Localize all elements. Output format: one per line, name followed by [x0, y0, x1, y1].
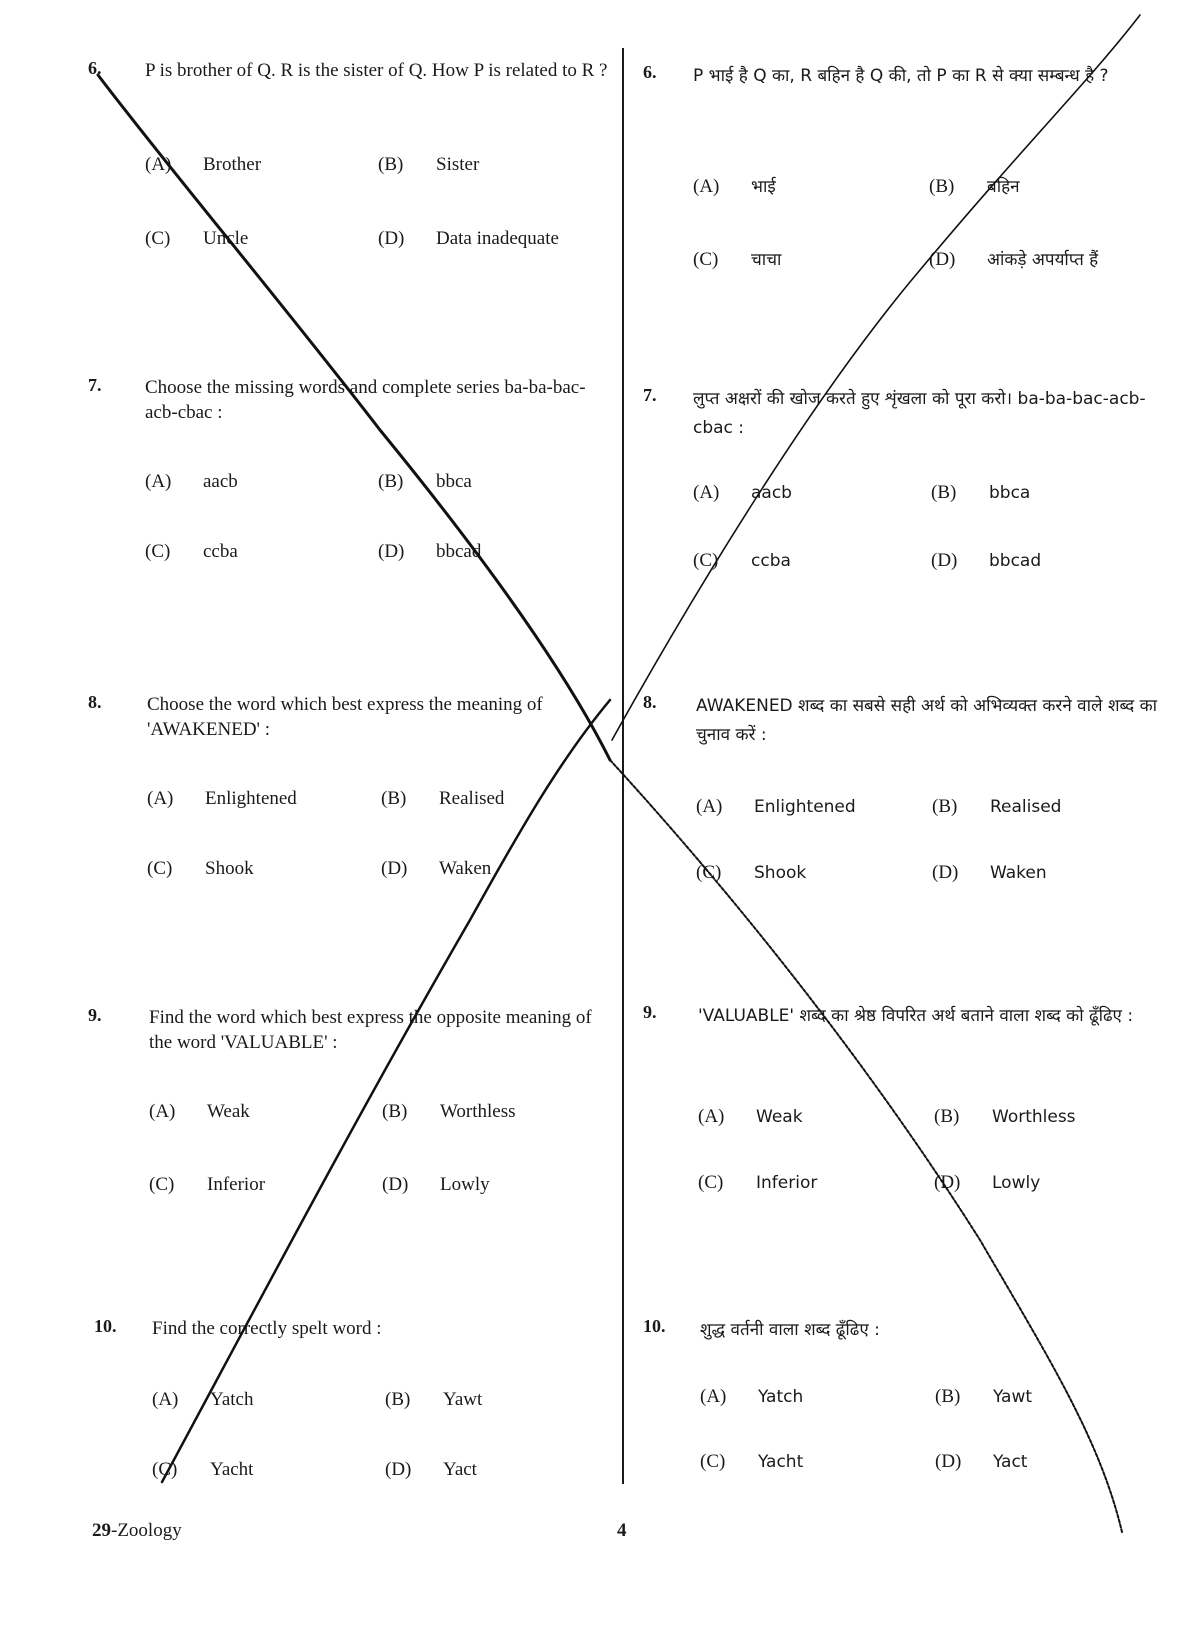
option-a[interactable]: (A) Brother: [145, 154, 262, 175]
question-number: 9.: [643, 1002, 657, 1022]
option-a[interactable]: (A) Yatch: [152, 1389, 254, 1410]
option-d[interactable]: (D) Data inadequate: [378, 228, 559, 249]
option-b[interactable]: (B) bbca: [378, 471, 472, 492]
option-d[interactable]: (D) Lowly: [934, 1172, 1041, 1193]
question-number: 6.: [643, 62, 657, 82]
question-text: Choose the word which best express the meaning of 'AWAKENED' :: [147, 694, 543, 740]
option-c[interactable]: (C) Inferior: [698, 1172, 818, 1193]
option-a[interactable]: (A) Weak: [698, 1106, 803, 1127]
question-number: 9.: [88, 1005, 102, 1025]
option-b[interactable]: (B) Yawt: [385, 1389, 483, 1410]
option-c[interactable]: (C) ccba: [145, 541, 238, 562]
option-d[interactable]: (D) Yact: [935, 1451, 1028, 1472]
page-number: 4: [617, 1520, 627, 1541]
option-a[interactable]: (A) aacb: [145, 471, 238, 492]
question-number: 10.: [643, 1316, 666, 1336]
option-c[interactable]: (C) चाचा: [693, 249, 782, 270]
question-number: 8.: [643, 692, 657, 712]
paper-code: 29-Zoology: [92, 1520, 182, 1541]
question-text: Choose the missing words and complete series ba-ba-bac-acb-cbac :: [145, 377, 586, 423]
option-d[interactable]: (D) Yact: [385, 1459, 477, 1480]
option-a[interactable]: (A) भाई: [693, 176, 776, 197]
question-number: 10.: [94, 1316, 117, 1336]
option-a[interactable]: (A) Yatch: [700, 1386, 804, 1407]
question-text: AWAKENED शब्द का सबसे सही अर्थ को अभिव्यक्त करने वाले शब्द का चुनाव करें :: [696, 696, 1158, 745]
option-b[interactable]: (B) Worthless: [382, 1101, 516, 1122]
option-c[interactable]: (C) Shook: [696, 862, 807, 883]
option-b[interactable]: (B) Worthless: [934, 1106, 1076, 1127]
option-d[interactable]: (D) Lowly: [382, 1174, 490, 1195]
option-b[interactable]: (B) Realised: [381, 788, 505, 809]
option-c[interactable]: (C) Yacht: [152, 1459, 254, 1480]
strike-left-up: [162, 700, 610, 1482]
option-c[interactable]: (C) Inferior: [149, 1174, 266, 1195]
option-a[interactable]: (A) Weak: [149, 1101, 250, 1122]
option-c[interactable]: (C) Uncle: [145, 228, 249, 249]
option-a[interactable]: (A) Enlightened: [696, 796, 856, 817]
question-number: 8.: [88, 692, 102, 712]
question-text: Find the correctly spelt word :: [152, 1318, 382, 1339]
option-b[interactable]: (B) बहिन: [929, 176, 1020, 197]
question-text: 'VALUABLE' शब्द का श्रेष्ठ विपरित अर्थ बताने वाला शब्द को ढूँढिए :: [698, 1006, 1134, 1026]
option-a[interactable]: (A) aacb: [693, 482, 792, 503]
option-b[interactable]: (B) bbca: [931, 482, 1031, 503]
option-d[interactable]: (D) आंकड़े अपर्याप्त हैं: [929, 249, 1099, 270]
option-c[interactable]: (C) Yacht: [700, 1451, 804, 1472]
question-number: 7.: [643, 385, 657, 405]
option-c[interactable]: (C) ccba: [693, 550, 791, 571]
option-d[interactable]: (D) bbcad: [931, 550, 1042, 571]
question-number: 7.: [88, 375, 102, 395]
question-number: 6.: [88, 58, 102, 78]
option-a[interactable]: (A) Enlightened: [147, 788, 297, 809]
option-d[interactable]: (D) bbcad: [378, 541, 482, 562]
question-text: P is brother of Q. R is the sister of Q. How P is related to R ?: [145, 60, 608, 81]
option-b[interactable]: (B) Sister: [378, 154, 480, 175]
question-text: लुप्त अक्षरों की खोज करते हुए शृंखला को पूरा करो। ba-ba-bac-acb-cbac :: [693, 389, 1146, 438]
question-text: शुद्ध वर्तनी वाला शब्द ढूँढिए :: [700, 1320, 880, 1340]
option-c[interactable]: (C) Shook: [147, 858, 254, 879]
column-divider: [622, 48, 624, 1484]
option-d[interactable]: (D) Waken: [381, 858, 492, 879]
strike-right-up: [612, 15, 1140, 740]
question-text: Find the word which best express the opposite meaning of the word 'VALUABLE' :: [149, 1007, 592, 1053]
option-d[interactable]: (D) Waken: [932, 862, 1047, 883]
option-b[interactable]: (B) Yawt: [935, 1386, 1033, 1407]
question-text: P भाई है Q का, R बहिन है Q की, तो P का R से क्या सम्बन्ध है ?: [693, 66, 1109, 86]
option-b[interactable]: (B) Realised: [932, 796, 1062, 817]
